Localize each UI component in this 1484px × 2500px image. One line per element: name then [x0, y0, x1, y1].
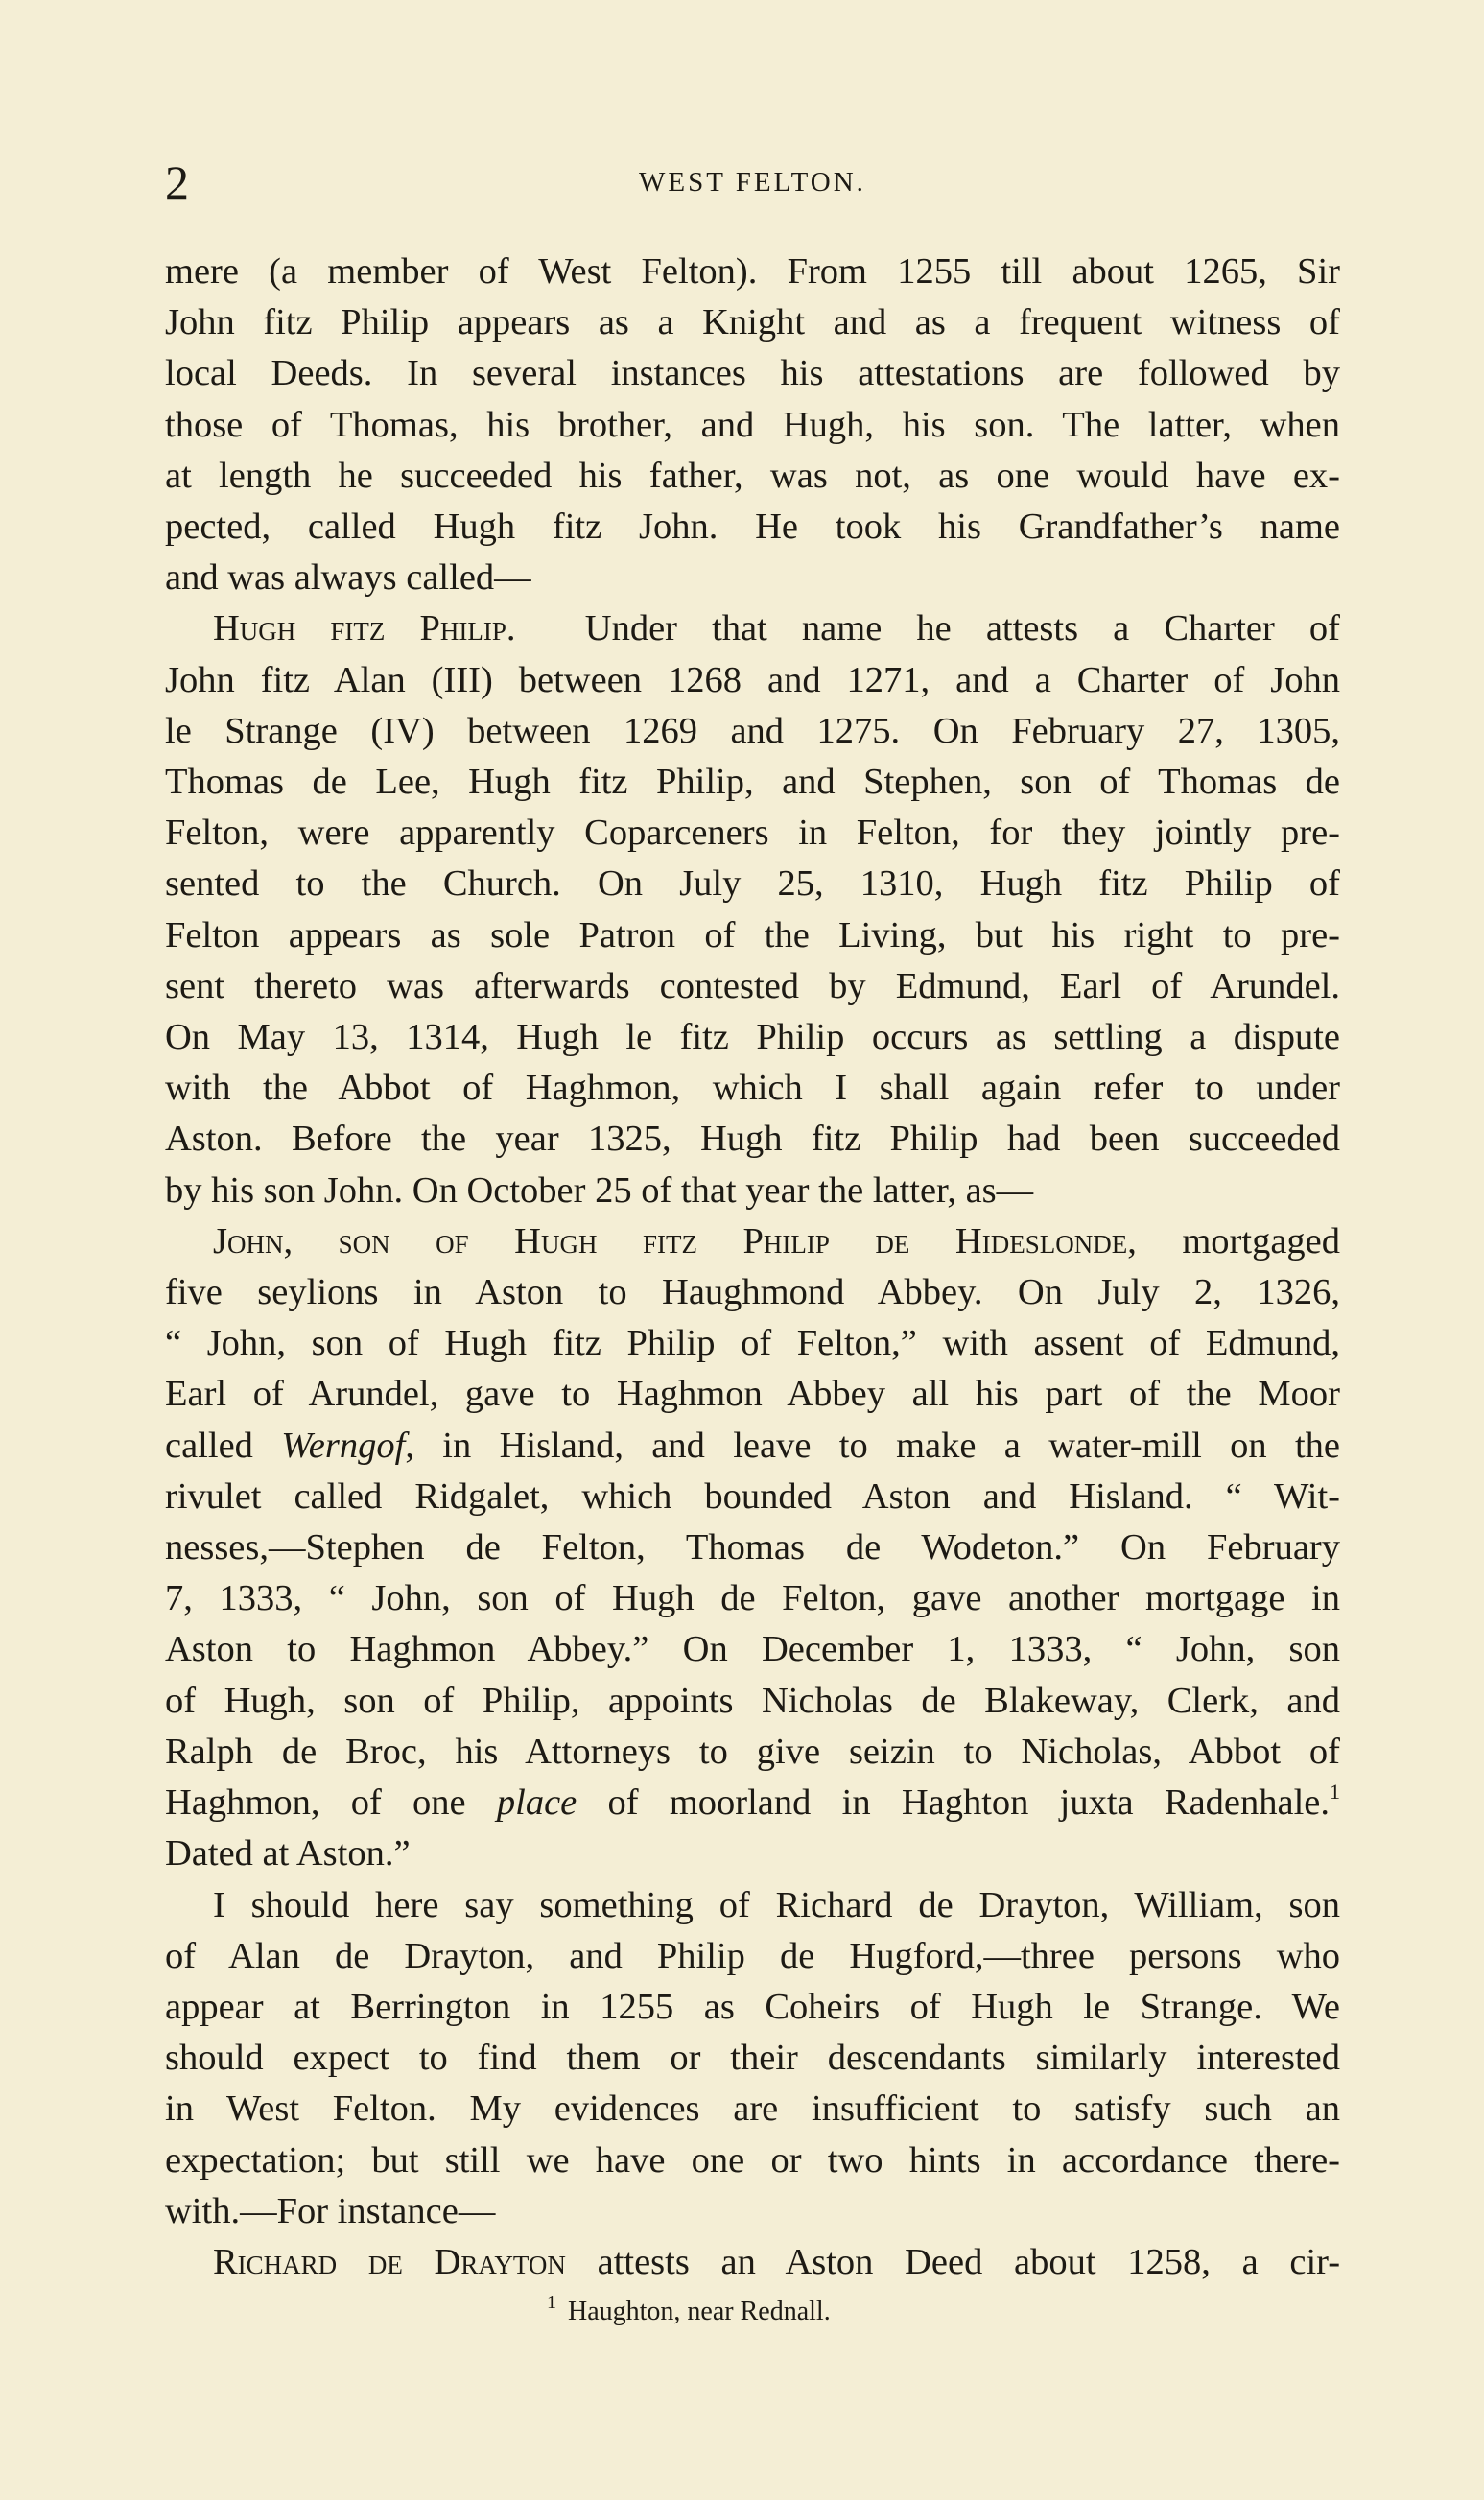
page-header — [165, 153, 1340, 211]
text-line: with.—For instance— — [165, 2190, 496, 2231]
text-line: Dated at Aston.” — [165, 1833, 411, 1875]
text-line: by his son John. On October 25 of that year the latter, as— — [165, 1169, 1034, 1211]
footnote-mark: 1 — [547, 2292, 556, 2313]
text-line: mere (a member of West Felton). From 1255 till about 1265, Sir — [165, 251, 1340, 292]
text-line: appear at Berrington in 1255 as Coheirs of Hugh le Strange. We — [165, 1986, 1340, 2027]
text-line: Thomas de Lee, Hugh fitz Philip, and Stephen, son of Thomas de — [165, 762, 1340, 803]
text-line: 7, 1333, “ John, son of Hugh de Felton, gave another mortgage in — [165, 1578, 1340, 1619]
place-italic: place — [496, 1782, 577, 1824]
text-line: in West Felton. My evidences are insufficient to satisfy such an — [165, 2088, 1340, 2130]
text-line: John fitz Philip appears as a Knight and as a frequent witness of — [165, 302, 1340, 343]
text-line: expectation; but still we have one or two hints in accordance there- — [165, 2139, 1340, 2181]
body-text — [165, 247, 1340, 2288]
text-line: of Alan de Drayton, and Philip de Hugford,—three persons who — [165, 1935, 1340, 1976]
text-line: sent thereto was afterwards contested by Edmund, Earl of Arundel. — [165, 965, 1340, 1006]
text-line: Felton appears as sole Patron of the Living, but his right to pre- — [165, 914, 1340, 955]
text-line: Haghmon, of one place of moorland in Haghton juxta Radenhale.$^1$ — [165, 1780, 1340, 1824]
text-line: Aston. Before the year 1325, Hugh fitz Philip had been succeeded — [165, 1119, 1340, 1160]
text-line: “ John, son of Hugh fitz Philip of Felton,” with assent of Edmund, — [165, 1323, 1340, 1364]
text-line: John, son of Hugh fitz Philip de Hideslonde, mortgaged — [213, 1220, 1340, 1262]
section-heading-hugh: Hugh fitz Philip. — [213, 608, 516, 649]
text-line: of Hugh, son of Philip, appoints Nicholas de Blakeway, Clerk, and — [165, 1680, 1340, 1721]
text-line: five seylions in Aston to Haughmond Abbey. On July 2, 1326, — [165, 1272, 1340, 1313]
section-heading-richard: Richard de Drayton — [213, 2241, 566, 2282]
text-line: Earl of Arundel, gave to Haghmon Abbey all his part of the Moor — [165, 1374, 1340, 1415]
text-line: should expect to find them or their descendants similarly interested — [165, 2038, 1340, 2079]
werngof-italic: Werngof — [281, 1425, 406, 1466]
text-line: Ralph de Broc, his Attorneys to give seizin to Nicholas, Abbot of — [165, 1731, 1340, 1772]
text-line: Richard de Drayton attests an Aston Deed about 1258, a cir- — [213, 2241, 1341, 2282]
footnote-text: Haughton, near Rednall. — [568, 2297, 831, 2326]
footnote-reference: 1 — [1330, 1780, 1340, 1804]
text-line: and was always called— — [165, 557, 531, 599]
text-line: I should here say something of Richard de Drayton, William, son — [213, 1884, 1340, 1925]
text-line: Aston to Haghmon Abbey.” On December 1, 1333, “ John, son — [165, 1629, 1340, 1670]
text-line: called Werngof, in Hisland, and leave to make a water-mill on the — [165, 1425, 1340, 1466]
text-line: Hugh fitz Philip. Under that name he attests a Charter of — [213, 608, 1340, 649]
text-line: John fitz Alan (III) between 1268 and 1271, and a Charter of John — [165, 659, 1340, 700]
text-line: pected, called Hugh fitz John. He took his Grandfather’s name — [165, 507, 1340, 548]
section-heading-john: John, son of Hugh fitz Philip de Hideslonde, — [213, 1220, 1137, 1262]
text-line: le Strange (IV) between 1269 and 1275. On February 27, 1305, — [165, 710, 1340, 751]
text-line: at length he succeeded his father, was not, as one would have ex- — [165, 455, 1340, 496]
text-line: local Deeds. In several instances his attestations are followed by — [165, 353, 1340, 394]
page-number: 2 — [165, 155, 189, 209]
text-line: nesses,—Stephen de Felton, Thomas de Wodeton.” On February — [165, 1527, 1340, 1568]
text-line: Felton, were apparently Coparceners in Felton, for they jointly pre- — [165, 813, 1340, 854]
text-line: On May 13, 1314, Hugh le fitz Philip occurs as settling a dispute — [165, 1017, 1340, 1058]
text-line: rivulet called Ridgalet, which bounded Aston and Hisland. “ Wit- — [165, 1475, 1340, 1517]
text-line: those of Thomas, his brother, and Hugh, his son. The latter, when — [165, 404, 1340, 445]
text-line: with the Abbot of Haghmon, which I shall again refer to under — [165, 1068, 1340, 1109]
text-line: sented to the Church. On July 25, 1310, Hugh fitz Philip of — [165, 863, 1340, 905]
footnote — [547, 2283, 831, 2331]
running-title: WEST FELTON. — [639, 167, 866, 198]
